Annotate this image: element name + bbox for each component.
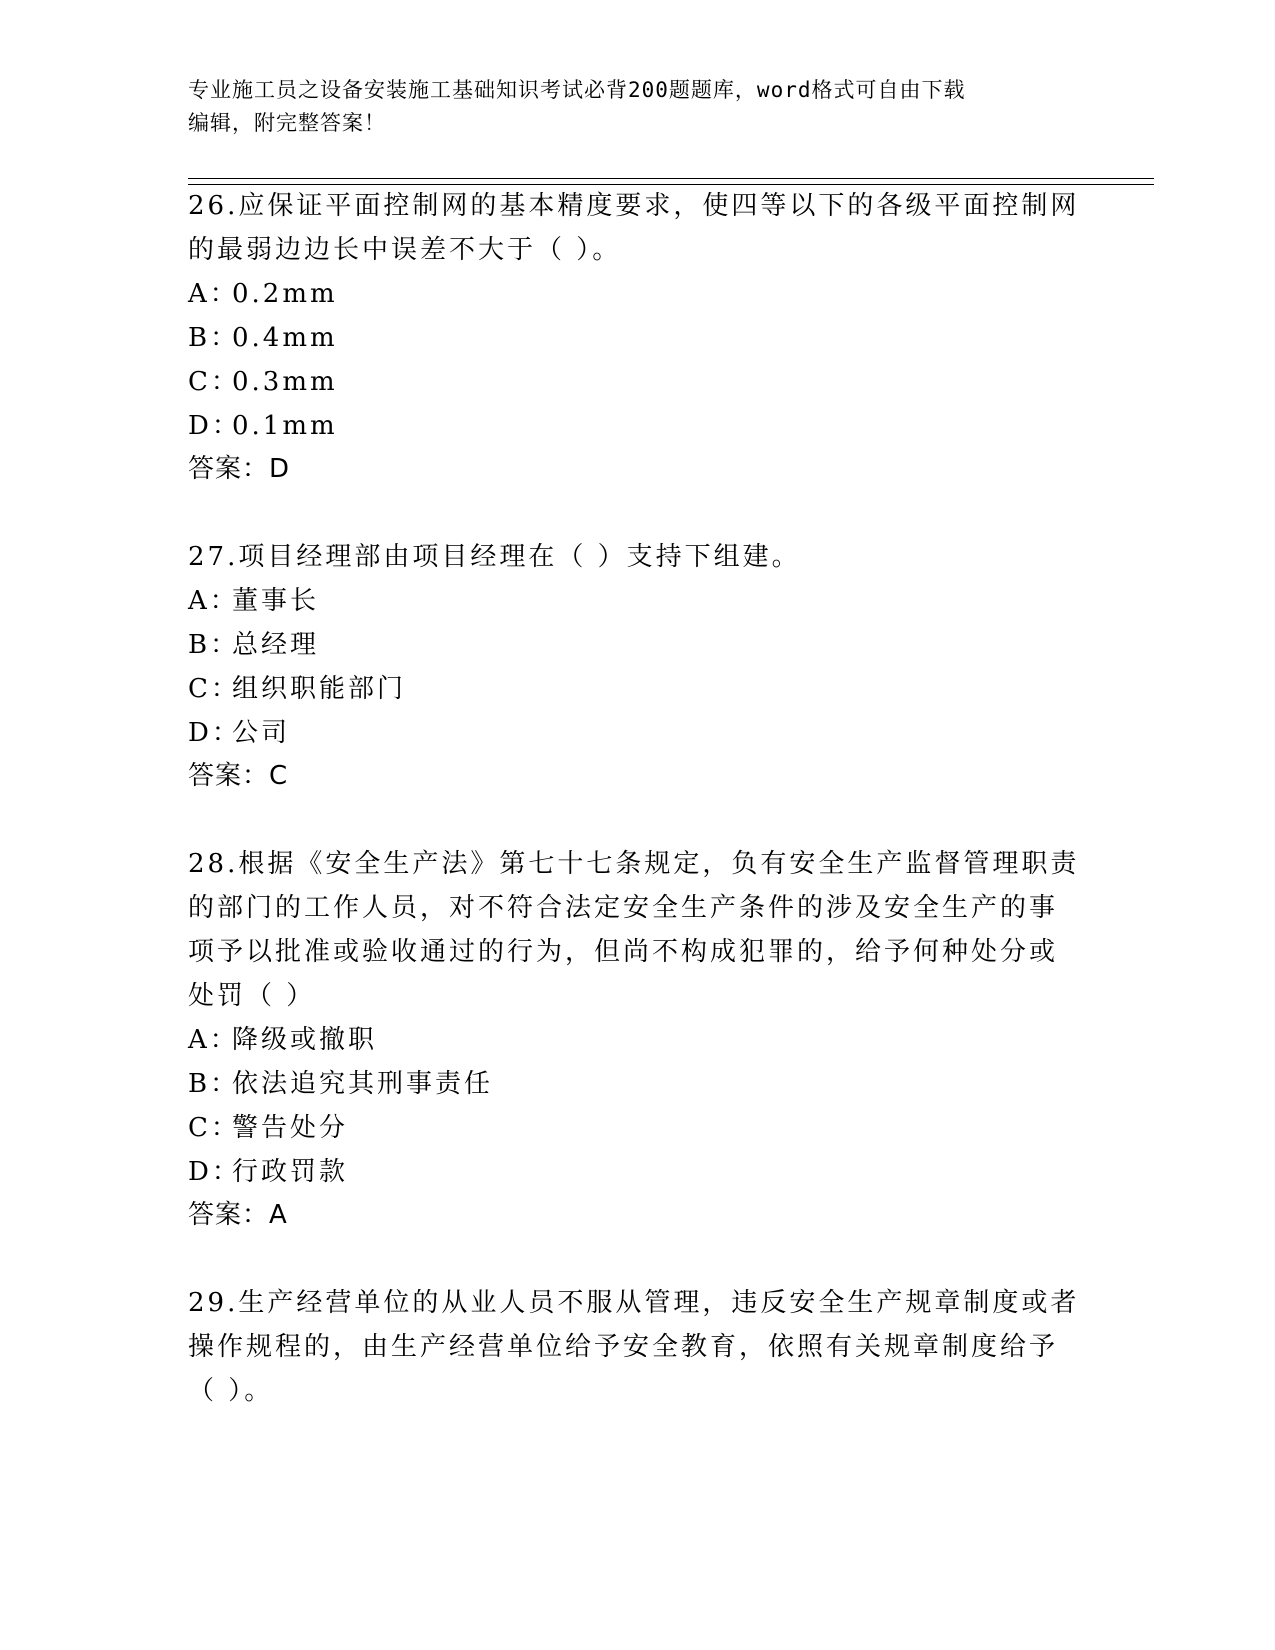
option-text: 0.3mm — [232, 367, 338, 397]
header-line-1: 专业施工员之设备安装施工基础知识考试必背200题题库，word格式可自由下载 — [188, 78, 966, 102]
question-26-option-d — [188, 404, 338, 449]
question-28-line-4: 处罚（ ） — [188, 981, 316, 1011]
question-28-option-a — [188, 1018, 377, 1063]
option-key: B： — [188, 323, 240, 353]
question-26-option-c — [188, 360, 338, 405]
question-27-line-1: 27.项目经理部由项目经理在（ ）支持下组建。 — [188, 542, 801, 572]
option-key: C： — [188, 367, 240, 397]
question-26-option-b — [188, 316, 338, 361]
question-28-option-d — [188, 1150, 348, 1195]
question-28-answer: 答案：A — [188, 1200, 288, 1230]
option-text: 0.1mm — [232, 411, 338, 441]
question-27-option-a — [188, 579, 319, 624]
option-key: C： — [188, 674, 240, 704]
header-line-2: 编辑，附完整答案！ — [188, 111, 386, 135]
question-26-line-1: 26.应保证平面控制网的基本精度要求，使四等以下的各级平面控制网 — [188, 191, 1080, 221]
option-text: 总经理 — [232, 630, 320, 660]
option-text: 0.2mm — [232, 279, 338, 309]
option-text: 董事长 — [232, 586, 320, 616]
question-26-option-a — [188, 272, 338, 317]
option-text: 警告处分 — [232, 1113, 349, 1143]
option-text: 0.4mm — [232, 323, 338, 353]
option-text: 公司 — [232, 718, 291, 748]
option-key: D： — [188, 1157, 241, 1187]
option-key: A： — [188, 279, 239, 309]
question-26-line-2: 的最弱边边长中误差不大于（ ）。 — [188, 235, 622, 265]
question-28-option-b — [188, 1062, 493, 1107]
question-27-option-d — [188, 711, 290, 756]
option-key: A： — [188, 586, 239, 616]
option-text: 组织职能部门 — [232, 674, 407, 704]
header-divider-top — [188, 178, 1154, 179]
document-header — [188, 74, 1068, 140]
option-key: A： — [188, 1025, 239, 1055]
option-key: B： — [188, 1069, 240, 1099]
question-28-line-1: 28.根据《安全生产法》第七十七条规定，负有安全生产监督管理职责 — [188, 849, 1080, 879]
question-28-line-3: 项予以批准或验收通过的行为，但尚不构成犯罪的，给予何种处分或 — [188, 937, 1059, 967]
question-27-answer: 答案：C — [188, 761, 289, 791]
question-28-option-c — [188, 1106, 348, 1151]
option-key: D： — [188, 718, 241, 748]
question-27-option-b — [188, 623, 319, 668]
option-key: D： — [188, 411, 241, 441]
option-key: B： — [188, 630, 240, 660]
option-text: 行政罚款 — [232, 1157, 349, 1187]
option-text: 降级或撤职 — [232, 1025, 378, 1055]
option-text: 依法追究其刑事责任 — [232, 1069, 494, 1099]
question-27-option-c — [188, 667, 406, 712]
question-28-line-2: 的部门的工作人员，对不符合法定安全生产条件的涉及安全生产的事 — [188, 893, 1059, 923]
question-26-answer: 答案：D — [188, 454, 291, 484]
question-29-line-1: 29.生产经营单位的从业人员不服从管理，违反安全生产规章制度或者 — [188, 1288, 1080, 1318]
question-29-line-2: 操作规程的，由生产经营单位给予安全教育，依照有关规章制度给予 — [188, 1332, 1059, 1362]
question-29-line-3: （ ）。 — [188, 1376, 274, 1406]
option-key: C： — [188, 1113, 240, 1143]
